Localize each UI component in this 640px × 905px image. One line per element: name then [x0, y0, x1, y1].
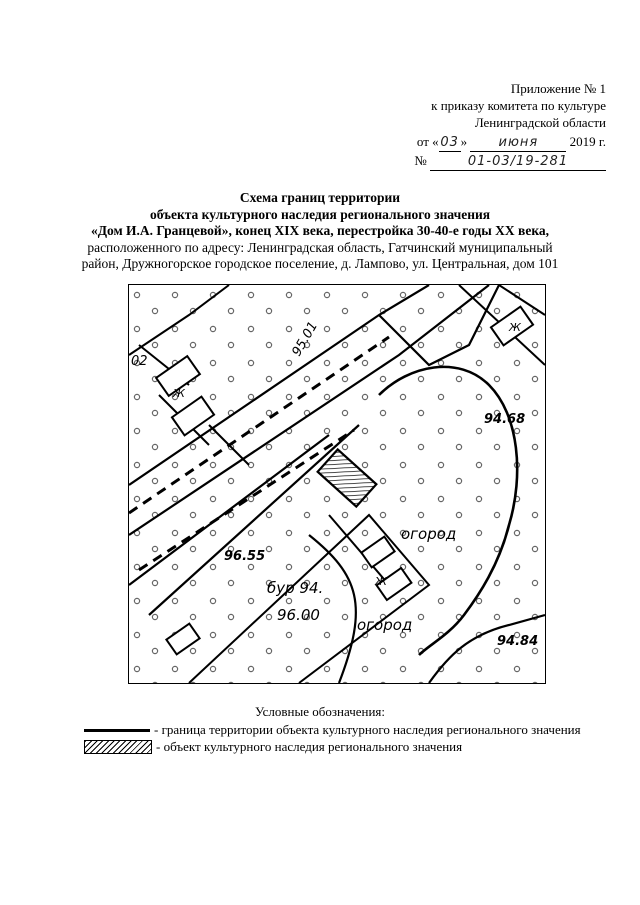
date-day: 03 — [440, 135, 459, 150]
label-bur-value: 96.00 — [277, 606, 320, 624]
title-line-3: «Дом И.А. Гранцевой», конец XIX века, перестройка 30-40-е годы XX века, — [90, 223, 550, 238]
appendix-line-1: Приложение № 1 — [510, 81, 606, 96]
boundary-map — [128, 284, 546, 684]
legend-item-boundary — [84, 722, 581, 738]
title-line-5: район, Дружногорское городское поселение, д. Лампово, ул. Центральная, дом 101 — [81, 256, 559, 271]
label-house-3: Ж — [509, 321, 521, 334]
legend-title: Условные обозначения: — [254, 704, 386, 719]
title-line-2: объекта культурного наследия регионального значения — [149, 206, 491, 222]
date-year: 2019 г. — [569, 134, 606, 149]
date-mid: » — [460, 134, 468, 149]
title-line-1: Схема границ территории — [239, 190, 401, 205]
boundary-line-swatch — [84, 729, 150, 732]
legend-item-heritage — [84, 739, 462, 755]
title-line-4: расположенного по адресу: Ленинградская область, Гатчинский муниципальный — [87, 239, 553, 255]
label-02: 02 — [131, 354, 148, 369]
label-house-2: Ж — [375, 575, 387, 588]
label-house-1: Ж — [173, 387, 185, 400]
appendix-line-3: Ленинградской области — [474, 115, 606, 130]
appendix-number — [414, 152, 606, 171]
hatch-swatch — [84, 740, 152, 754]
appendix-block — [414, 80, 606, 171]
legend-item-2-text: - объект культурного наследия регионального значения — [156, 739, 463, 754]
number-prefix: № — [414, 153, 427, 168]
date-prefix: от « — [416, 134, 439, 149]
map-svg — [129, 285, 545, 683]
label-road-number: 95.01 — [289, 319, 322, 359]
label-elev-1: 94.68 — [484, 412, 526, 427]
label-elev-2: 96.55 — [224, 549, 266, 564]
label-bur: бур 94. — [267, 579, 324, 597]
appendix-date — [414, 133, 606, 152]
appendix-line-2: к приказу комитета по культуре — [431, 98, 606, 113]
number-value: 01-03/19-281 — [430, 153, 606, 171]
label-garden-1: огород — [401, 525, 457, 543]
label-elev-3: 94.84 — [497, 634, 539, 649]
document-title — [0, 190, 640, 273]
legend-item-1-text: - граница территории объекта культурного наследия регионального значения — [154, 722, 581, 737]
label-garden-2: огород — [357, 616, 413, 634]
date-month: июня — [470, 134, 566, 152]
